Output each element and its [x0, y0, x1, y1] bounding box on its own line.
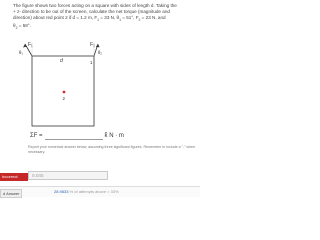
label-theta2: θ₂ — [98, 50, 102, 55]
attempt-score: 28.9833 — [54, 189, 69, 194]
problem-line-2: + z- direction to be out of the screen, calculate the net torque (magnitude and — [13, 9, 170, 14]
problem-line-1: The figure shows two forces acting on a square with sides of length d. Taking the — [13, 3, 177, 8]
label-f2: F₂ — [90, 42, 95, 48]
attempt-info — [54, 189, 119, 194]
force-f2-arrowhead — [96, 44, 100, 47]
red-point-2 — [63, 91, 66, 94]
label-f1: F₁ — [28, 42, 33, 48]
label-point-2: 2 — [62, 96, 65, 101]
problem-line-4: $\theta_2 = 58^\circ$. — [13, 22, 31, 30]
instructions: Report your numerical answer below, assuming three significant figures. Remember to include a "-" when necessary. — [28, 145, 195, 154]
attempt-detail: % of attempts above = 33% — [69, 189, 119, 194]
equation-lhs: ΣF = — [30, 133, 43, 139]
label-point-1: 1 — [90, 60, 93, 65]
equation-units: k̂ N · m — [104, 133, 124, 139]
label-theta1: θ₁ — [19, 50, 23, 55]
answer-button[interactable]: d Answer — [0, 189, 22, 198]
incorrect-badge: Incorrect — [0, 173, 28, 181]
problem-statement — [13, 3, 195, 31]
torque-equation — [30, 131, 124, 141]
footer-bar — [0, 186, 200, 197]
answer-blank[interactable] — [45, 132, 103, 140]
response-input[interactable] — [28, 171, 108, 180]
square — [32, 56, 94, 126]
problem-line-3: direction) about red point 2 if d = 1.2 m, $F_1 = 33$ N, $\theta_1 = 51^\circ$, $F_2 = 23$ N, and — [13, 15, 166, 22]
label-d: d — [60, 58, 63, 64]
